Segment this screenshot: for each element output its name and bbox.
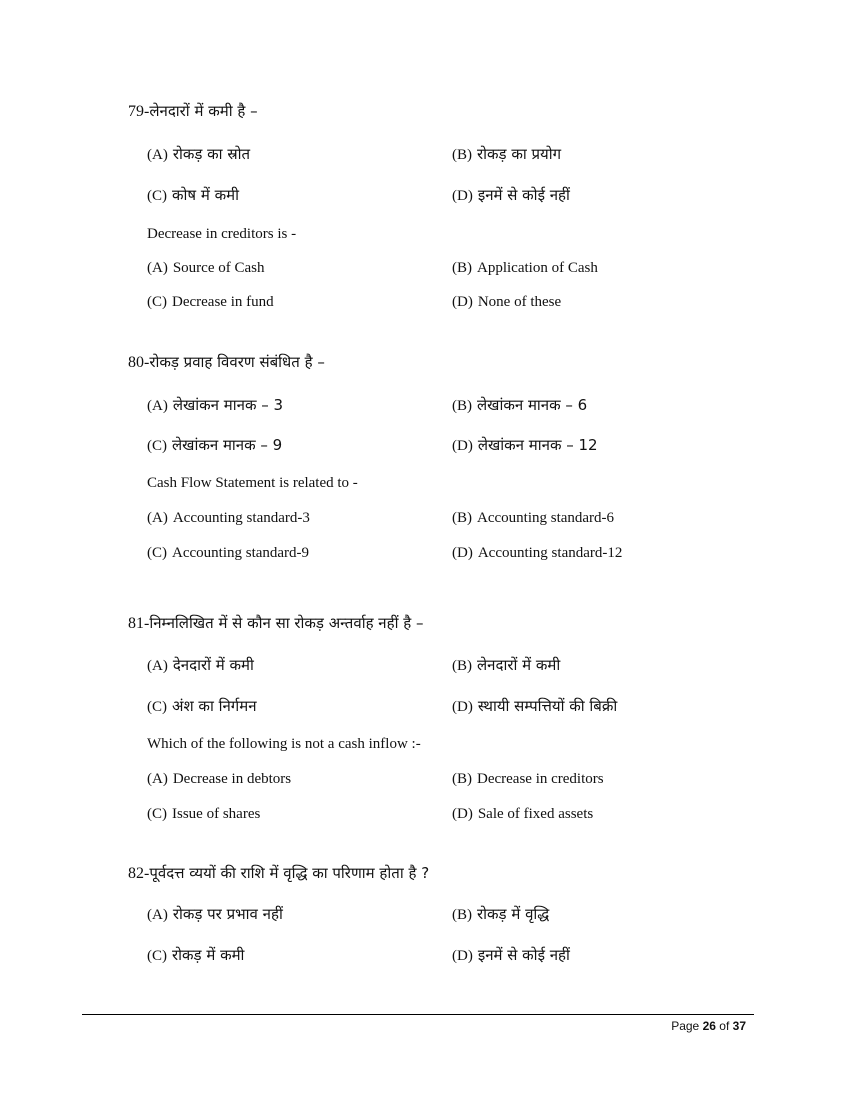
option-c-hindi: (C) अंश का निर्गमन — [147, 697, 257, 715]
question-79-title — [128, 101, 258, 121]
question-text-english: Cash Flow Statement is related to - — [147, 475, 358, 491]
page-of-label: of — [719, 1019, 730, 1033]
option-c-english: (C) Decrease in fund — [147, 294, 274, 310]
question-82-title — [128, 863, 429, 883]
page-total: 37 — [732, 1019, 746, 1033]
option-d-english: (D) Sale of fixed assets — [452, 806, 594, 822]
option-a-hindi: (A) लेखांकन मानक – 3 — [147, 396, 284, 414]
question-text-hindi: निम्नलिखित में से कौन सा रोकड़ अन्तर्वाह नहीं है – — [149, 614, 424, 632]
option-a-hindi: (A) रोकड़ पर प्रभाव नहीं — [147, 905, 283, 923]
option-d-english: (D) Accounting standard-12 — [452, 545, 623, 561]
question-81-title — [128, 613, 423, 633]
question-text-hindi: पूर्वदत्त व्ययों की राशि में वृद्धि का परिणाम होता है ? — [149, 864, 430, 882]
option-c-hindi: (C) रोकड़ में कमी — [147, 946, 245, 964]
page-current: 26 — [702, 1019, 716, 1033]
footer-divider — [82, 1014, 754, 1015]
option-d-hindi: (D) इनमें से कोई नहीं — [452, 946, 570, 964]
question-text-english: Which of the following is not a cash inflow :- — [147, 736, 421, 752]
option-b-hindi: (B) रोकड़ का प्रयोग — [452, 145, 562, 163]
option-b-hindi: (B) रोकड़ में वृद्धि — [452, 905, 550, 923]
option-a-hindi: (A) रोकड़ का स्रोत — [147, 145, 251, 163]
page-footer — [671, 1019, 746, 1033]
question-text-hindi: लेनदारों में कमी है – — [149, 102, 258, 120]
question-text-hindi: रोकड़ प्रवाह विवरण संबंधित है – — [149, 353, 325, 371]
option-c-english: (C) Issue of shares — [147, 806, 261, 822]
option-c-hindi: (C) कोष में कमी — [147, 186, 239, 204]
option-b-hindi: (B) लेखांकन मानक – 6 — [452, 396, 588, 414]
question-number: 80- — [128, 354, 150, 371]
question-text-english: Decrease in creditors is - — [147, 226, 297, 242]
option-d-hindi: (D) इनमें से कोई नहीं — [452, 186, 570, 204]
option-d-english: (D) None of these — [452, 294, 562, 310]
option-a-hindi: (A) देनदारों में कमी — [147, 656, 254, 674]
question-number: 79- — [128, 103, 150, 120]
option-d-hindi: (D) लेखांकन मानक – 12 — [452, 436, 598, 454]
option-c-hindi: (C) लेखांकन मानक – 9 — [147, 436, 283, 454]
question-80-title — [128, 352, 325, 372]
option-b-english: (B) Application of Cash — [452, 260, 598, 276]
question-number: 81- — [128, 615, 150, 632]
option-a-english: (A) Source of Cash — [147, 260, 265, 276]
option-a-english: (A) Accounting standard-3 — [147, 510, 310, 526]
page-label: Page — [671, 1019, 700, 1033]
option-d-hindi: (D) स्थायी सम्पत्तियों की बिक्री — [452, 697, 618, 715]
question-number: 82- — [128, 865, 150, 882]
option-b-english: (B) Decrease in creditors — [452, 771, 604, 787]
option-b-english: (B) Accounting standard-6 — [452, 510, 615, 526]
option-b-hindi: (B) लेनदारों में कमी — [452, 656, 561, 674]
option-c-english: (C) Accounting standard-9 — [147, 545, 310, 561]
option-a-english: (A) Decrease in debtors — [147, 771, 292, 787]
